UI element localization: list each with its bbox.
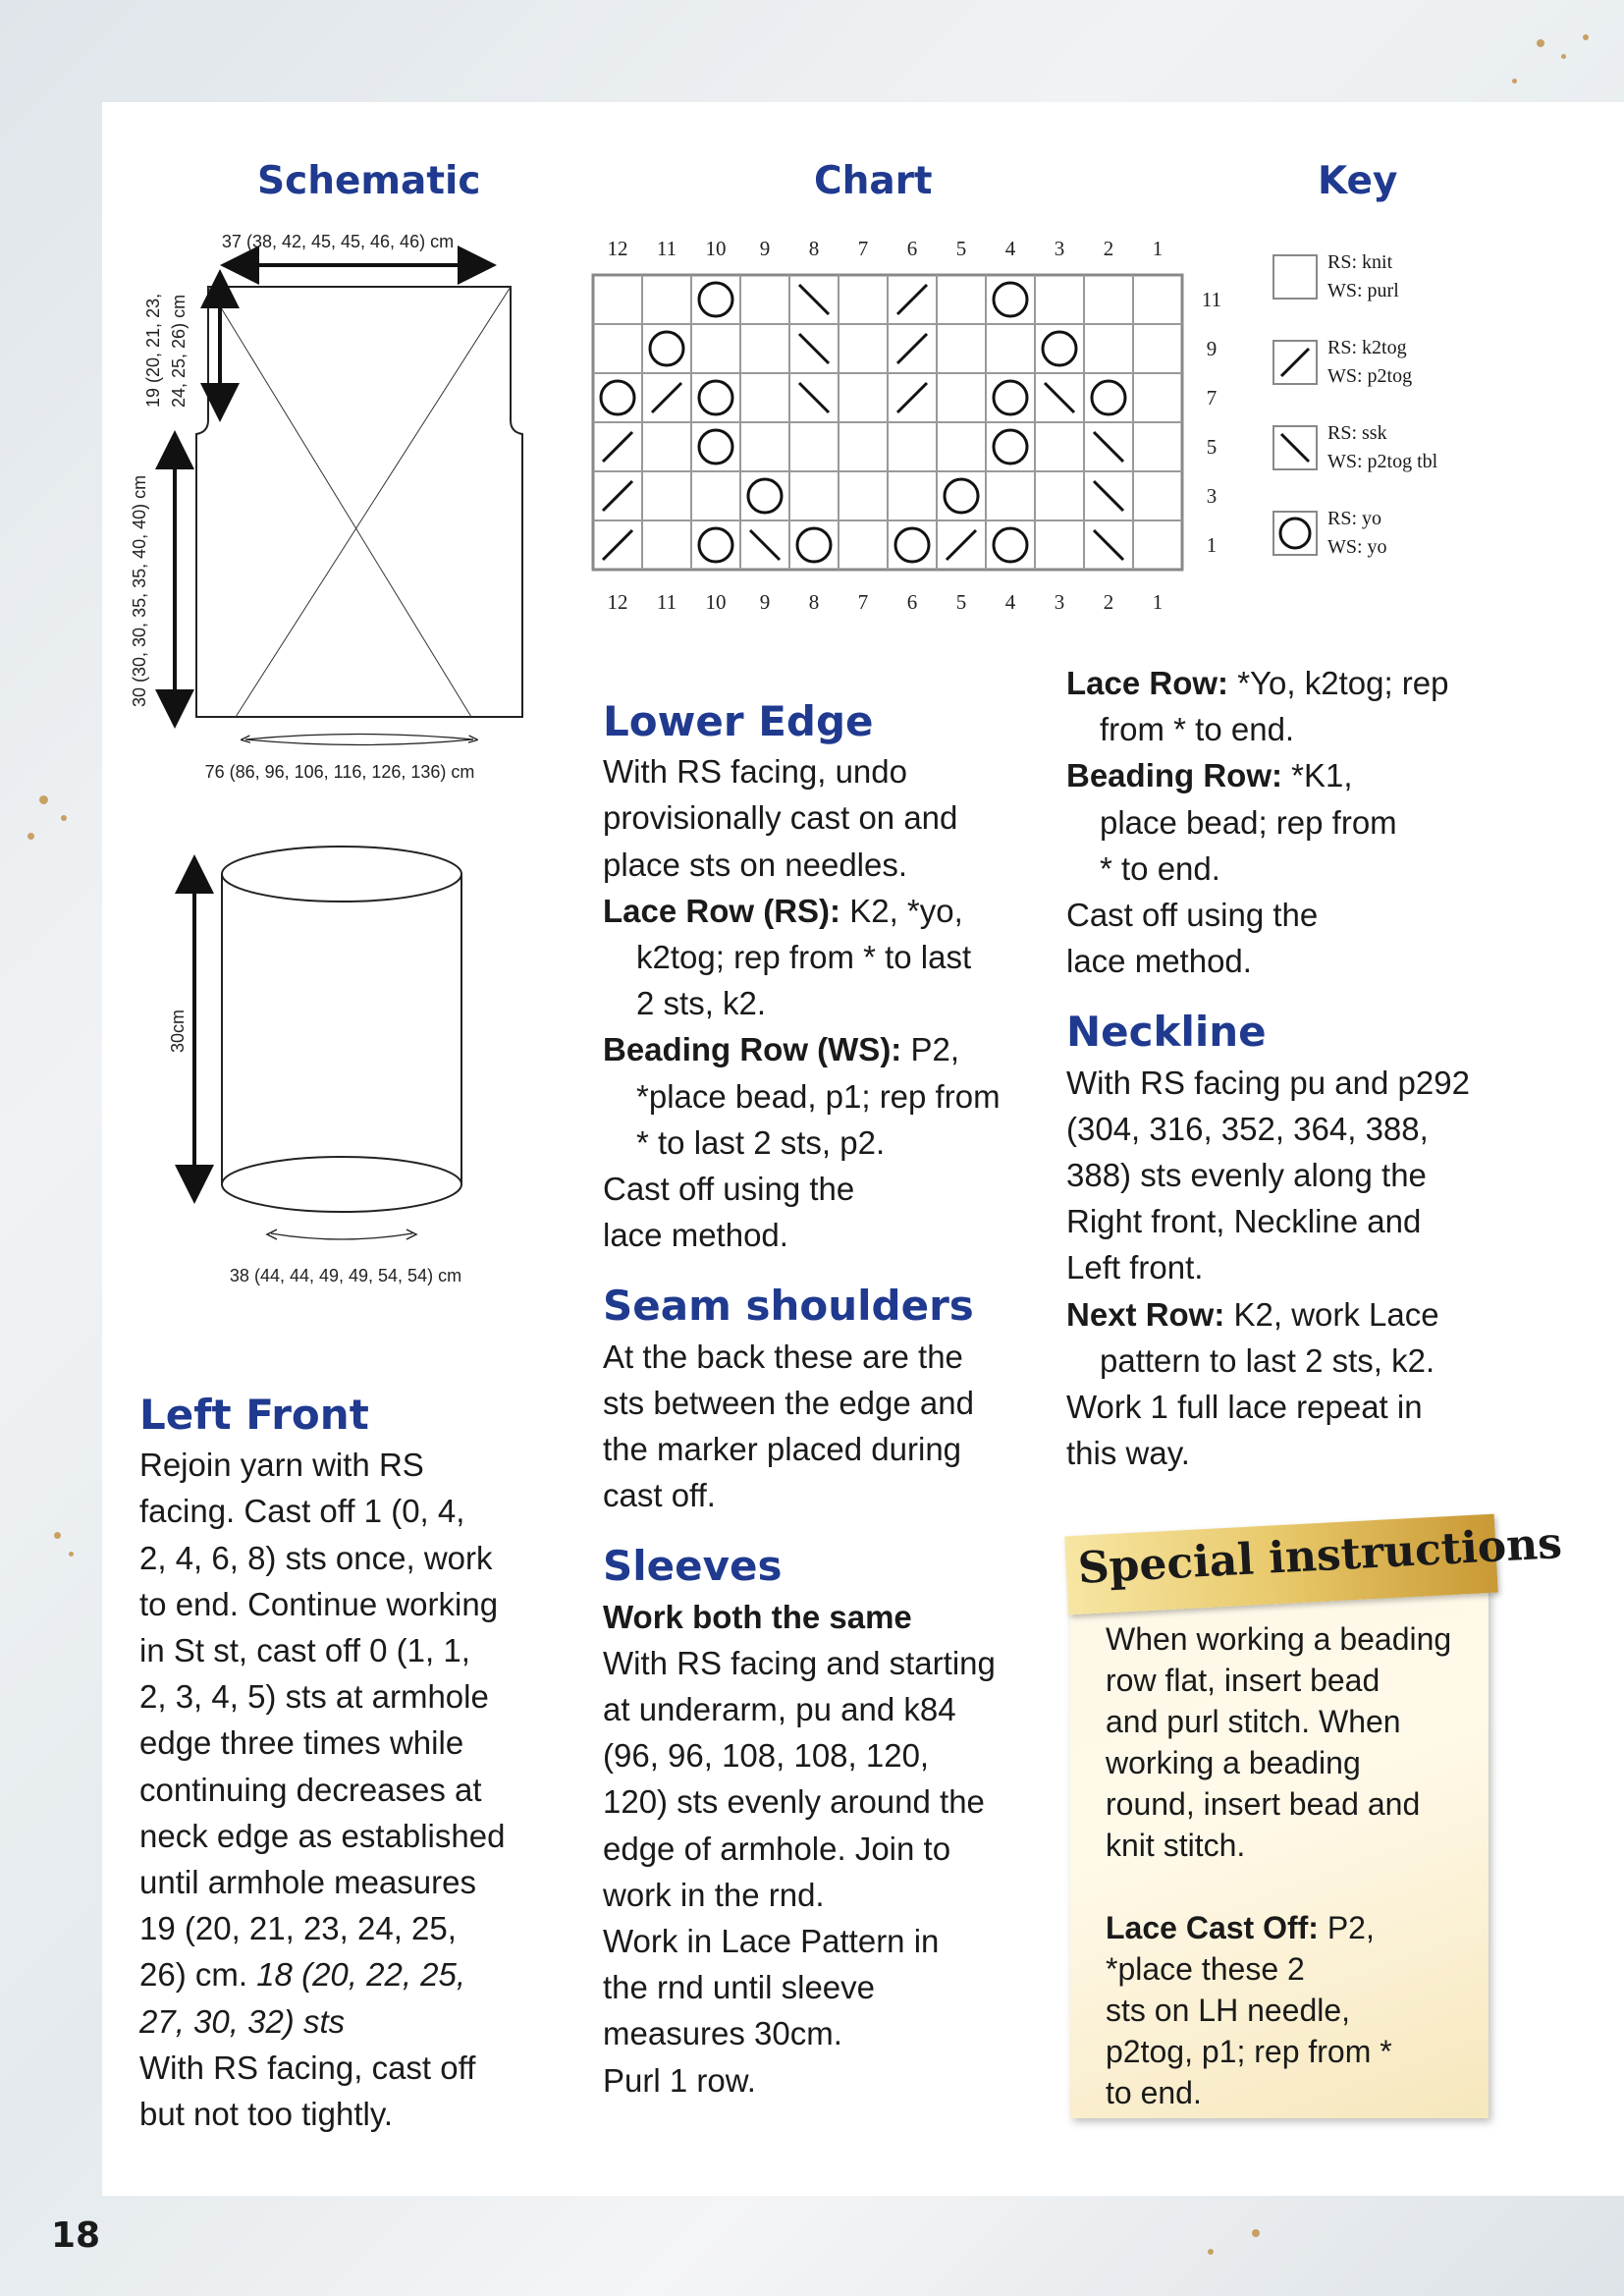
chart-column-number: 3 bbox=[1054, 590, 1065, 614]
next-row-line: pattern to last 2 sts, k2. bbox=[1100, 1341, 1435, 1379]
sleeves-line: Work in Lace Pattern in bbox=[603, 1923, 940, 1960]
gold-speck bbox=[27, 833, 34, 840]
right-column-line: lace method. bbox=[1066, 943, 1252, 980]
seam-shoulders-line: cast off. bbox=[603, 1477, 716, 1514]
neckline-line: With RS facing pu and p292 bbox=[1066, 1064, 1470, 1101]
lace-row-text: K2, *yo, bbox=[840, 892, 963, 929]
gold-speck bbox=[54, 1532, 61, 1539]
special-line: and purl stitch. When bbox=[1106, 1704, 1401, 1739]
chart-column-number: 12 bbox=[607, 590, 628, 614]
key-ws-label: WS: p2tog bbox=[1327, 364, 1413, 387]
armhole-label-1: 19 (20, 21, 23, bbox=[143, 293, 163, 408]
left-front-section bbox=[139, 1393, 532, 2137]
length-label: 30 (30, 30, 35, 35, 40, 40) cm bbox=[130, 474, 149, 707]
chart-column-number: 6 bbox=[906, 237, 918, 260]
next-row-label: Next Row: bbox=[1066, 1295, 1225, 1333]
yo-key-symbol bbox=[1272, 511, 1318, 556]
key-legend bbox=[1272, 234, 1528, 575]
lower-edge-line: lace method. bbox=[603, 1217, 788, 1254]
chart-column-number: 11 bbox=[656, 237, 677, 260]
chart-column-number: 1 bbox=[1152, 237, 1164, 260]
sleeves-line: Purl 1 row. bbox=[603, 2061, 756, 2099]
body-schematic bbox=[118, 226, 550, 795]
sleeves-line: edge of armhole. Join to bbox=[603, 1830, 951, 1867]
neckline-line: Left front. bbox=[1066, 1249, 1204, 1286]
right-column-line: Cast off using the bbox=[1066, 897, 1319, 934]
sleeves-line: 120) sts evenly around the bbox=[603, 1783, 985, 1821]
left-front-line: 19 (20, 21, 23, 24, 25, bbox=[139, 1910, 457, 1947]
beading-row-label: Beading Row: bbox=[1066, 757, 1282, 794]
key-rs-label: RS: ssk bbox=[1327, 421, 1387, 444]
k2tog-key-symbol bbox=[1272, 340, 1318, 385]
chart-row-number: 5 bbox=[1206, 435, 1218, 459]
left-front-italic: 27, 30, 32) sts bbox=[139, 2002, 346, 2040]
special-line: working a beading bbox=[1106, 1745, 1361, 1780]
chart-column-number: 5 bbox=[955, 590, 967, 614]
gold-speck bbox=[1537, 39, 1544, 47]
left-front-title: Left Front bbox=[139, 1391, 369, 1439]
lace-cast-off-label: Lace Cast Off: bbox=[1106, 1910, 1319, 1945]
left-front-line: With RS facing, cast off bbox=[139, 2049, 476, 2086]
page-number: 18 bbox=[51, 2215, 101, 2256]
key-entry bbox=[1272, 490, 1528, 575]
chart-row-number: 9 bbox=[1206, 337, 1218, 360]
left-front-line: to end. Continue working bbox=[139, 1585, 499, 1622]
chart-row-number: 3 bbox=[1206, 484, 1218, 508]
chart-column-number: 4 bbox=[1004, 237, 1016, 260]
left-front-italic: 18 (20, 22, 25, bbox=[256, 1956, 466, 1994]
lace-cast-off-text: P2, bbox=[1318, 1910, 1375, 1945]
seam-shoulders-title: Seam shoulders bbox=[603, 1282, 974, 1331]
sleeve-length-label: 30cm bbox=[168, 1009, 188, 1053]
beading-row-text: P2, bbox=[901, 1031, 960, 1068]
sleeves-line: at underarm, pu and k84 bbox=[603, 1691, 956, 1728]
special-instructions-title: Special instructions bbox=[1076, 1518, 1564, 1594]
schematic-heading: Schematic bbox=[257, 159, 481, 203]
key-rs-label: RS: k2tog bbox=[1327, 336, 1407, 358]
sleeves-title: Sleeves bbox=[603, 1542, 783, 1591]
hem-curve bbox=[245, 739, 473, 745]
chart-row-number: 1 bbox=[1206, 533, 1218, 557]
seam-shoulders-line: the marker placed during bbox=[603, 1431, 962, 1468]
chart-row-number: 7 bbox=[1206, 386, 1218, 410]
key-entry bbox=[1272, 405, 1528, 490]
sleeves-line: the rnd until sleeve bbox=[603, 1969, 876, 2006]
knit-key-symbol bbox=[1272, 254, 1318, 300]
left-front-line: 2, 3, 4, 5) sts at armhole bbox=[139, 1678, 489, 1716]
chart-column-number: 4 bbox=[1004, 590, 1016, 614]
key-ws-label: WS: p2tog tbl bbox=[1327, 450, 1438, 472]
chart-column-number: 12 bbox=[607, 237, 628, 260]
neckline-title: Neckline bbox=[1066, 1008, 1267, 1057]
beading-row-label: Beading Row (WS): bbox=[603, 1031, 902, 1068]
chart-column-number: 5 bbox=[955, 237, 967, 260]
key-ws-label: WS: yo bbox=[1327, 535, 1387, 558]
key-rs-label: RS: knit bbox=[1327, 250, 1393, 273]
seam-shoulders-line: At the back these are the bbox=[603, 1338, 963, 1375]
key-heading: Key bbox=[1318, 159, 1398, 203]
key-entry bbox=[1272, 234, 1528, 319]
neckline-line: (304, 316, 352, 364, 388, bbox=[1066, 1110, 1429, 1147]
neckline-line: Work 1 full lace repeat in bbox=[1066, 1389, 1423, 1426]
key-rs-label: RS: yo bbox=[1327, 507, 1382, 529]
chart-column-number: 11 bbox=[656, 590, 677, 614]
lower-edge-line: With RS facing, undo bbox=[603, 753, 907, 791]
body-outline bbox=[196, 287, 522, 717]
left-front-line: until armhole measures bbox=[139, 1864, 476, 1901]
chart-column-number: 6 bbox=[906, 590, 918, 614]
lace-row-line: from * to end. bbox=[1100, 711, 1295, 748]
right-column bbox=[1066, 660, 1528, 1476]
left-front-line: facing. Cast off 1 (0, 4, bbox=[139, 1493, 465, 1530]
lace-row-line: k2tog; rep from * to last bbox=[636, 939, 972, 975]
lace-cast-off-line: sts on LH needle, bbox=[1106, 1993, 1351, 2028]
lower-edge-line: provisionally cast on and bbox=[603, 799, 958, 837]
chart-column-number: 8 bbox=[808, 237, 820, 260]
chart-column-number: 8 bbox=[808, 590, 820, 614]
chart-column-number: 3 bbox=[1054, 237, 1065, 260]
left-front-line: in St st, cast off 0 (1, 1, bbox=[139, 1632, 470, 1668]
neckline-line: 388) sts evenly along the bbox=[1066, 1157, 1427, 1194]
left-front-line: 2, 4, 6, 8) sts once, work bbox=[139, 1539, 493, 1576]
gold-speck bbox=[1561, 54, 1566, 59]
chart-column-number: 7 bbox=[857, 590, 869, 614]
beading-row-line: * to last 2 sts, p2. bbox=[636, 1123, 886, 1161]
beading-row-line: * to end. bbox=[1100, 849, 1220, 887]
neckline-line: Right front, Neckline and bbox=[1066, 1203, 1422, 1240]
left-front-line: edge three times while bbox=[139, 1724, 464, 1762]
gold-speck bbox=[1512, 79, 1517, 83]
special-line: When working a beading bbox=[1106, 1621, 1452, 1657]
chart-column-number: 9 bbox=[759, 590, 771, 614]
sleeve-schematic bbox=[167, 845, 491, 1296]
lace-cast-off-line: p2tog, p1; rep from * bbox=[1106, 2034, 1392, 2069]
chart-column-number: 7 bbox=[857, 237, 869, 260]
gold-speck bbox=[69, 1552, 74, 1557]
gold-speck bbox=[61, 815, 67, 821]
hem-label: 76 (86, 96, 106, 116, 126, 136) cm bbox=[204, 762, 475, 782]
neckline-line: this way. bbox=[1066, 1435, 1190, 1472]
lace-chart bbox=[579, 226, 1237, 619]
chart-heading: Chart bbox=[814, 159, 933, 203]
left-front-line: 26) cm. bbox=[139, 1956, 257, 1994]
left-front-line: but not too tightly. bbox=[139, 2096, 394, 2133]
special-line: round, insert bead and bbox=[1106, 1786, 1421, 1822]
special-line: knit stitch. bbox=[1106, 1828, 1246, 1863]
lace-row-line: 2 sts, k2. bbox=[636, 985, 767, 1022]
lower-edge-line: place sts on needles. bbox=[603, 846, 908, 883]
left-front-line: continuing decreases at bbox=[139, 1771, 482, 1808]
lace-row-label: Lace Row: bbox=[1066, 665, 1229, 701]
middle-column bbox=[603, 699, 1035, 2104]
sleeves-subtitle: Work both the same bbox=[603, 1598, 912, 1635]
sleeves-line: measures 30cm. bbox=[603, 2015, 842, 2052]
beading-row-line: *place bead, p1; rep from bbox=[636, 1077, 1001, 1115]
lace-cast-off-line: *place these 2 bbox=[1106, 1951, 1305, 1987]
gold-speck bbox=[1252, 2229, 1260, 2237]
gold-speck bbox=[1583, 34, 1589, 40]
chart-column-number: 2 bbox=[1103, 237, 1114, 260]
lace-cast-off-line: to end. bbox=[1106, 2075, 1202, 2110]
sleeves-line: With RS facing and starting bbox=[603, 1644, 996, 1681]
chart-row-number: 11 bbox=[1201, 288, 1222, 311]
key-entry bbox=[1272, 319, 1528, 405]
beading-row-text: *K1, bbox=[1282, 757, 1353, 794]
seam-shoulders-line: sts between the edge and bbox=[603, 1384, 974, 1421]
gold-speck bbox=[1208, 2249, 1214, 2255]
gold-speck bbox=[39, 795, 48, 804]
chart-column-number: 2 bbox=[1103, 590, 1114, 614]
next-row-text: K2, work Lace bbox=[1224, 1295, 1439, 1333]
special-instructions-body bbox=[1106, 1618, 1469, 2113]
left-front-line: neck edge as established bbox=[139, 1817, 506, 1854]
chart-column-number: 1 bbox=[1152, 590, 1164, 614]
chart-column-number: 10 bbox=[705, 590, 727, 614]
left-front-line: Rejoin yarn with RS bbox=[139, 1447, 424, 1484]
lower-edge-title: Lower Edge bbox=[603, 697, 874, 745]
sleeves-line: work in the rnd. bbox=[603, 1876, 825, 1913]
chart-column-number: 9 bbox=[759, 237, 771, 260]
lace-row-text: *Yo, k2tog; rep bbox=[1228, 665, 1449, 701]
lace-row-label: Lace Row (RS): bbox=[603, 892, 841, 929]
lower-edge-line: Cast off using the bbox=[603, 1171, 855, 1208]
chart-column-number: 10 bbox=[705, 237, 727, 260]
sleeves-line: (96, 96, 108, 108, 120, bbox=[603, 1737, 930, 1775]
top-width-label: 37 (38, 42, 45, 45, 46, 46) cm bbox=[221, 232, 455, 251]
sleeve-circ-label: 38 (44, 44, 49, 49, 54, 54) cm bbox=[229, 1266, 462, 1285]
special-line: row flat, insert bead bbox=[1106, 1663, 1380, 1698]
armhole-label-2: 24, 25, 26) cm bbox=[169, 294, 189, 408]
key-ws-label: WS: purl bbox=[1327, 279, 1399, 301]
beading-row-line: place bead; rep from bbox=[1100, 803, 1397, 841]
ssk-key-symbol bbox=[1272, 425, 1318, 470]
